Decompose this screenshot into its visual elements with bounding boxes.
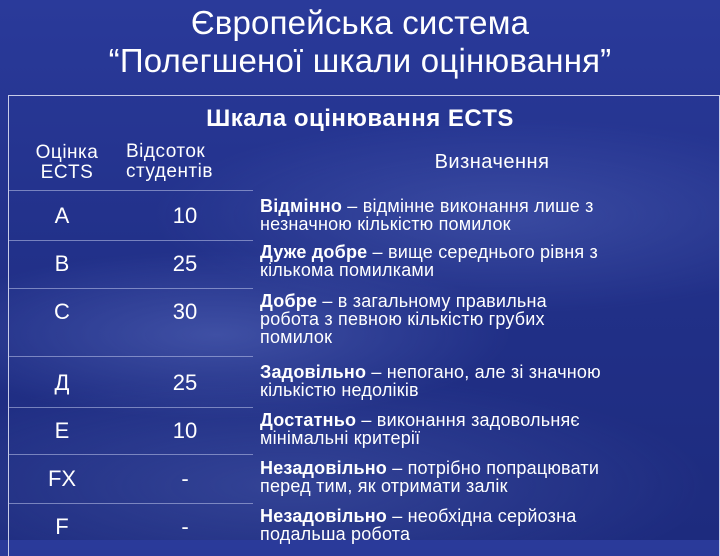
- header-grade: [22, 143, 112, 183]
- definition-text: незначною кількістю помилок: [260, 214, 511, 234]
- definition-fx: [260, 459, 720, 495]
- grade-cell: FX: [47, 466, 77, 491]
- grade-cell: Д: [54, 370, 70, 395]
- definition-text: перед тим, як отримати залік: [260, 476, 508, 496]
- definition-text: кількістю недоліків: [260, 380, 419, 400]
- grade-cell: A: [54, 203, 70, 228]
- definition-term: Відмінно: [260, 196, 343, 216]
- definition-text: – непогано, але зі значною: [366, 362, 601, 382]
- header-percent: [126, 142, 246, 182]
- definition-a: [260, 197, 720, 233]
- definition-text: робота з певною кількістю грубих: [260, 309, 545, 329]
- page-title: [0, 4, 720, 80]
- definition-c: [260, 292, 720, 346]
- percent-cell: 30: [172, 299, 198, 324]
- definition-term: Незадовільно: [260, 506, 387, 526]
- row-divider: [8, 288, 253, 289]
- definition-term: Задовільно: [260, 362, 367, 382]
- definition-text: – відмінне виконання лише з: [342, 196, 594, 216]
- header-percent-line-1: Відсоток: [126, 141, 206, 162]
- grade-cell: F: [55, 514, 69, 539]
- percent-cell: 25: [172, 370, 198, 395]
- row-divider: [8, 454, 253, 455]
- percent-cell: -: [181, 466, 189, 491]
- percent-cell: 10: [172, 203, 198, 228]
- grade-cell: E: [54, 418, 70, 443]
- definition-text: – в загальному правильна: [317, 291, 547, 311]
- definition-d: [260, 363, 720, 399]
- grade-cell: C: [54, 299, 70, 324]
- title-line-2: “Полегшеної шкали оцінювання”: [108, 42, 612, 79]
- title-line-1: Європейська система: [190, 4, 530, 41]
- definition-text: кількома помилками: [260, 260, 435, 280]
- definition-f: [260, 507, 720, 543]
- header-divider: [8, 190, 253, 191]
- row-divider: [8, 407, 253, 408]
- definition-e: [260, 411, 720, 447]
- header-grade-line-1: Оцінка: [35, 142, 99, 163]
- percent-cell: -: [181, 514, 189, 539]
- header-grade-line-2: ECTS: [40, 162, 94, 183]
- percent-cell: 25: [172, 251, 198, 276]
- table-caption: Шкала оцінювання ECTS: [206, 105, 514, 132]
- definition-text: – необхідна серйозна: [387, 506, 577, 526]
- definition-term: Незадовільно: [260, 458, 387, 478]
- definition-text: подальша робота: [260, 524, 411, 544]
- row-divider: [8, 356, 253, 357]
- row-divider: [8, 503, 253, 504]
- definition-text: помилок: [260, 327, 333, 347]
- definition-text: – виконання задовольняє: [356, 410, 580, 430]
- header-percent-line-2: студентів: [126, 161, 213, 182]
- definition-text: – вище середнього рівня з: [367, 242, 598, 262]
- grade-cell: B: [54, 251, 70, 276]
- header-definition: Визначення: [434, 151, 550, 173]
- percent-cell: 10: [172, 418, 198, 443]
- definition-b: [260, 243, 720, 279]
- definition-text: мінімальні критерії: [260, 428, 421, 448]
- definition-term: Добре: [260, 291, 318, 311]
- definition-term: Достатньо: [260, 410, 357, 430]
- definition-text: – потрібно попрацювати: [387, 458, 600, 478]
- row-divider: [8, 240, 253, 241]
- definition-term: Дуже добре: [260, 242, 368, 262]
